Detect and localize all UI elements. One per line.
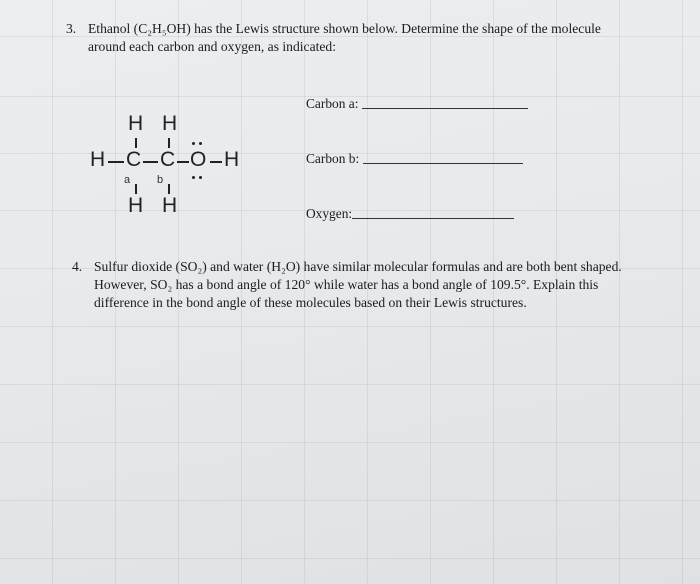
lewis-top-h1: H — [128, 112, 144, 135]
question-3-line-1: Ethanol (C₂H₅OH) has the Lewis structure shown below. Determine the shape of the molecule — [88, 21, 601, 36]
oxygen-label: Oxygen: — [306, 206, 353, 221]
lewis-label-a: a — [124, 174, 131, 186]
grid-line — [0, 558, 700, 559]
bond-line — [135, 184, 137, 194]
lone-pair-dot — [192, 176, 195, 179]
question-3 — [66, 20, 688, 56]
lone-pair-dot — [192, 142, 195, 145]
carbon-a-answer-line[interactable] — [362, 107, 528, 109]
bond-line — [143, 161, 158, 163]
carbon-b-label: Carbon b: — [306, 151, 360, 166]
bond-line — [168, 138, 170, 148]
question-3-line-2: around each carbon and oxygen, as indicated: — [88, 39, 336, 54]
lewis-top-h2: H — [162, 112, 178, 135]
lewis-carbon-b: C — [160, 148, 176, 171]
bond-line — [108, 161, 124, 163]
carbon-b-answer-row — [306, 151, 523, 167]
question-4-line-1: Sulfur dioxide (SO₂) and water (H₂O) have similar molecular formulas and are both bent shaped. — [94, 259, 622, 274]
lewis-carbon-a: C — [126, 148, 142, 171]
grid-line — [0, 442, 700, 443]
carbon-a-answer-row — [306, 96, 528, 112]
grid-line — [0, 500, 700, 501]
lone-pair-dot — [199, 176, 202, 179]
oxygen-answer-row — [306, 206, 514, 222]
grid-line — [52, 0, 53, 584]
bond-line — [135, 138, 137, 148]
oxygen-answer-line[interactable] — [352, 217, 514, 219]
bond-line — [168, 184, 170, 194]
lewis-bottom-h1: H — [128, 194, 144, 217]
question-4 — [72, 258, 689, 312]
lone-pair-dot — [199, 142, 202, 145]
lewis-oxygen: O — [190, 148, 207, 171]
question-3-number: 3. — [66, 21, 77, 36]
lewis-left-h: H — [90, 148, 106, 171]
question-4-number: 4. — [72, 259, 83, 274]
bond-line — [177, 161, 189, 163]
carbon-a-label: Carbon a: — [306, 96, 359, 111]
lewis-bottom-h2: H — [162, 194, 178, 217]
lewis-label-b: b — [157, 174, 164, 186]
grid-line — [0, 384, 700, 385]
bond-line — [210, 161, 222, 163]
ethanol-lewis-structure — [86, 108, 266, 228]
lewis-right-h: H — [224, 148, 240, 171]
question-4-line-3: difference in the bond angle of these molecules based on their Lewis structures. — [94, 295, 527, 310]
carbon-b-answer-line[interactable] — [363, 162, 523, 164]
grid-line — [0, 326, 700, 327]
question-4-line-2: However, SO₂ has a bond angle of 120° while water has a bond angle of 109.5°. Explain this — [94, 277, 599, 292]
